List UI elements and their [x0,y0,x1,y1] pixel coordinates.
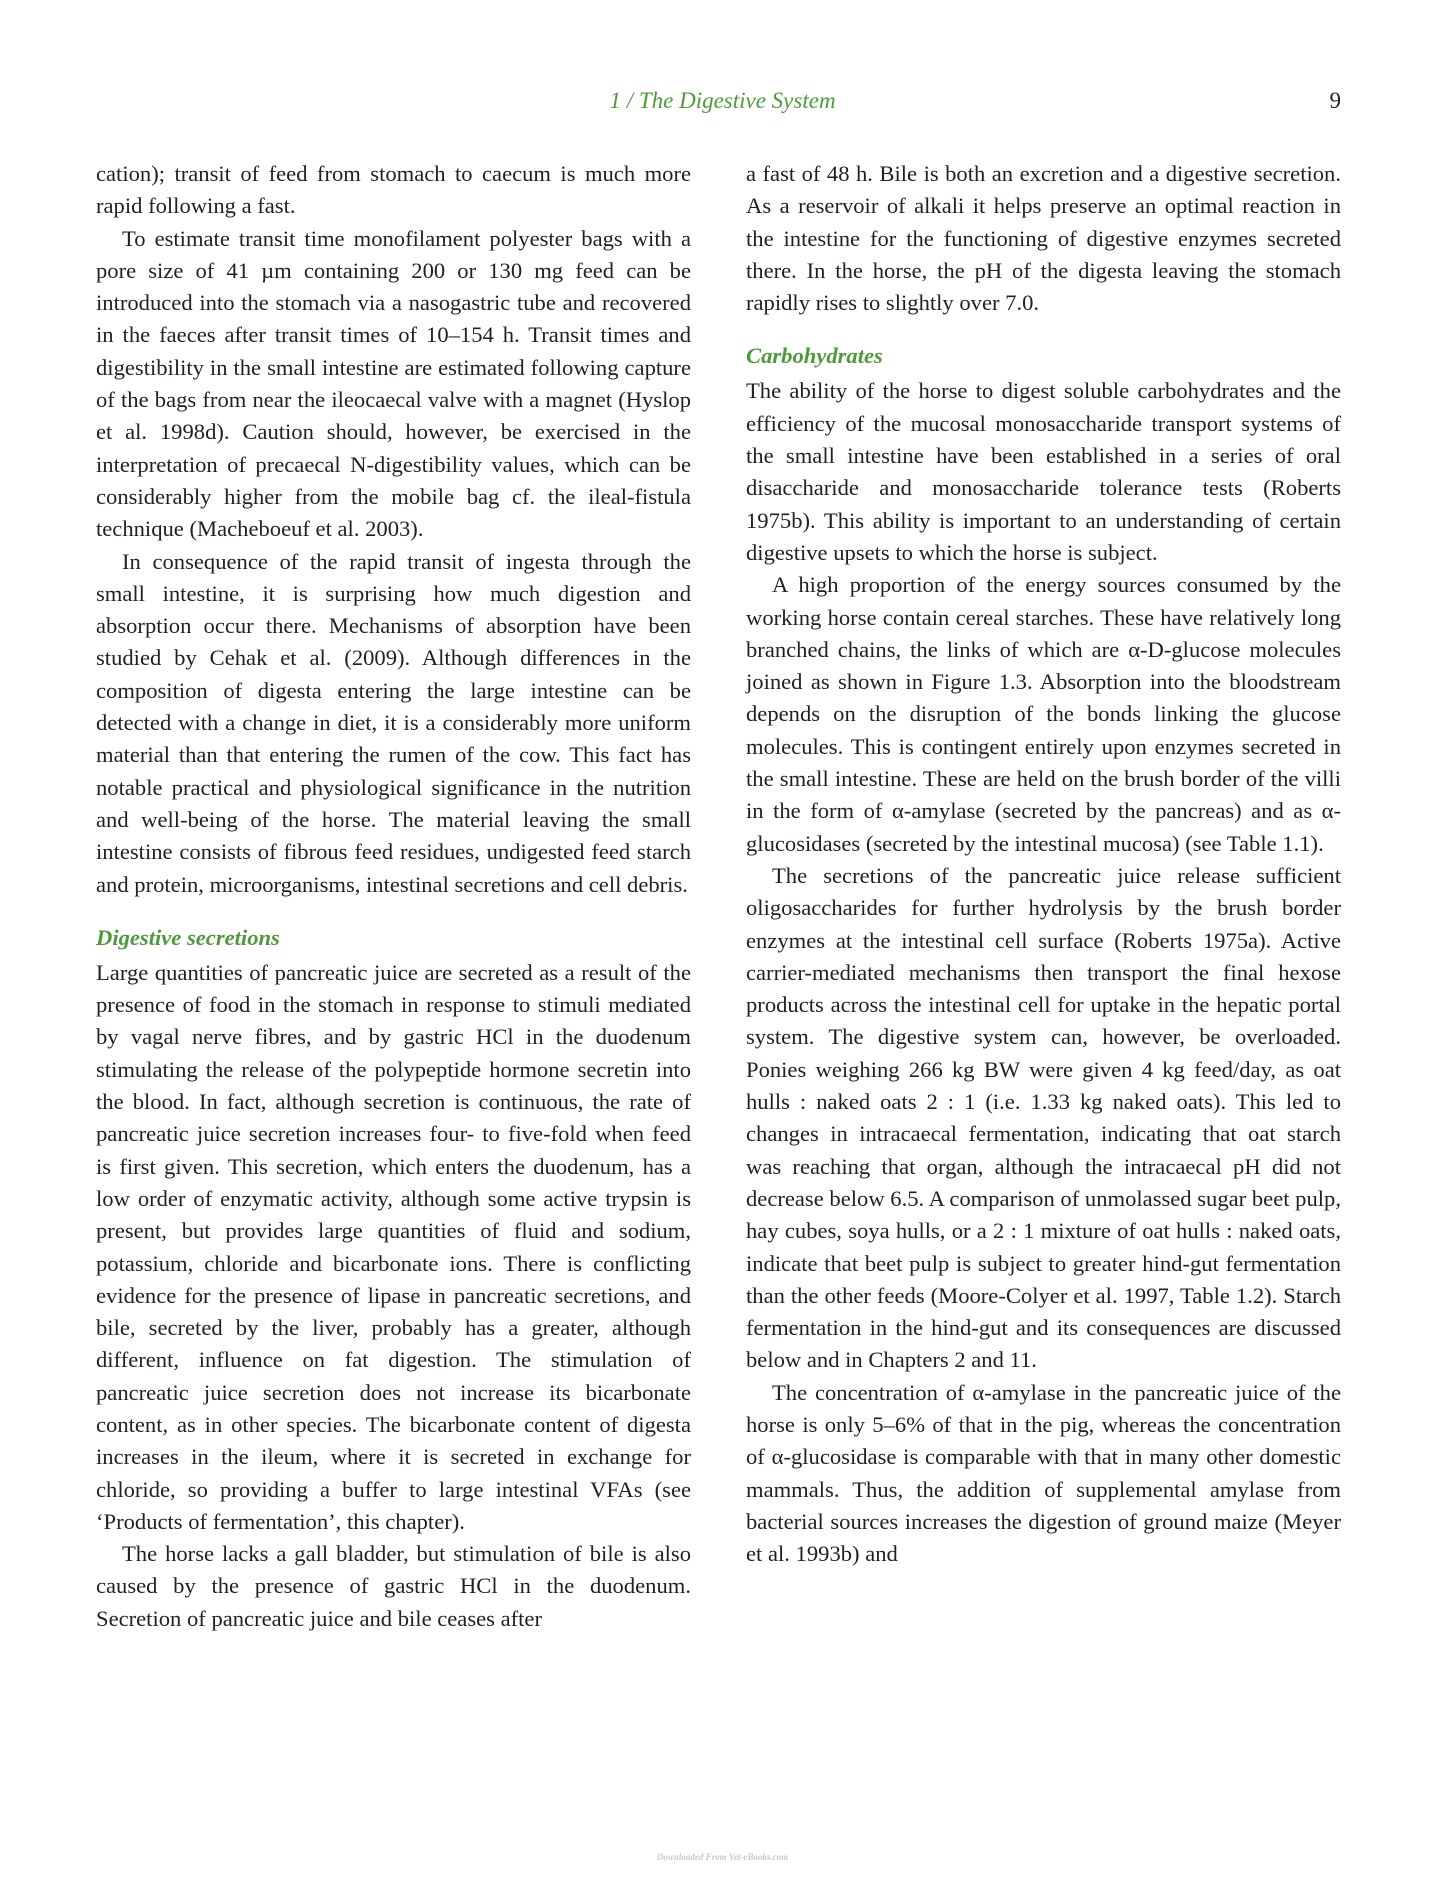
paragraph: To estimate transit time monofilament polyester bags with a pore size of 41 µm containing 200 or 130 mg feed can be introduced into the stomach via a nasogastric tube and recovered in the faeces after transit times of 10–154 h. Transit times and digestibility in the small intestine are estimated following capture of the bags from near the ileocaecal valve with a magnet (Hyslop et al. 1998d). Caution should, however, be exercised in the interpretation of precaecal N-digestibility values, which can be considerably higher from the mobile bag cf. the ileal-fistula technique (Macheboeuf et al. 2003). [96,225,691,542]
paragraph: The horse lacks a gall bladder, but stimulation of bile is also caused by the presence of gastric HCl in the duodenum. Secretion of pancreatic juice and bile ceases after [96,1541,691,1631]
right-column [746,158,1341,1570]
section-heading: Digestive secretions [96,924,280,950]
paragraph: The concentration of α-amylase in the pancreatic juice of the horse is only 5–6% of that in the pig, whereas the concentration of α-glucosidase is comparable with that in many other domestic mammals. Thus, the addition of supplemental amylase from bacterial sources increases the digestion of ground maize (Meyer et al. 1993b) and [746,1379,1341,1567]
paragraph: The secretions of the pancreatic juice release sufficient oligosaccharides for further hydrolysis by the brush border enzymes at the intestinal cell surface (Roberts 1975a). Active carrier-mediated mechanisms then transport the final hexose products across the intestinal cell for uptake in the hepatic portal system. The digestive system can, however, be overloaded. Ponies weighing 266 kg BW were given 4 kg feed/day, as oat hulls : naked oats 2 : 1 (i.e. 1.33 kg naked oats). This led to changes in intracaecal fermentation, indicating that oat starch was reaching that organ, although the intracaecal pH did not decrease below 6.5. A comparison of unmolassed sugar beet pulp, hay cubes, soya hulls, or a 2 : 1 mixture of oat hulls : naked oats, indicate that beet pulp is subject to greater hind-gut fermentation than the other feeds (Moore-Colyer et al. 1997, Table 1.2). Starch fermentation in the hind-gut and its consequences are discussed below and in Chapters 2 and 11. [746,862,1341,1373]
paragraph: The ability of the horse to digest soluble carbohydrates and the efficiency of the mucosal monosaccharide transport systems of the small intestine have been established in a series of oral disaccharide and monosaccharide tolerance tests (Roberts 1975b). This ability is important to an understanding of certain digestive upsets to which the horse is subject. [746,378,1341,565]
section-heading: Carbohydrates [746,343,883,369]
paragraph: A high proportion of the energy sources consumed by the working horse contain cereal starches. These have relatively long branched chains, the links of which are α-D-glucose molecules joined as shown in Figure 1.3. Absorption into the bloodstream depends on the disruption of the bonds linking the glucose molecules. This is contingent entirely upon enzymes secreted in the small intestine. These are held on the brush border of the villi in the form of α-amylase (secreted by the pancreas) and as α-glucosidases (secreted by the intestinal mucosa) (see Table 1.1). [746,572,1341,856]
left-column [96,158,691,1635]
paragraph: a fast of 48 h. Bile is both an excretion and a digestive secretion. As a reservoir of alkali it helps preserve an optimal reaction in the intestine for the functioning of digestive enzymes secreted there. In the horse, the pH of the digesta leaving the stomach rapidly rises to slightly over 7.0. [746,161,1341,316]
running-head [0,88,1445,120]
watermark: Downloaded From Vet-eBooks.com [656,1852,789,1862]
paragraph: Large quantities of pancreatic juice are secreted as a result of the presence of food in the stomach in response to stimuli mediated by vagal nerve fibres, and by gastric HCl in the duodenum stimulating the release of the polypeptide hormone secretin into the blood. In fact, although secretion is continuous, the rate of pancreatic juice secretion increases four- to five-fold when feed is first given. This secretion, which enters the duodenum, has a low order of enzymatic activity, although some active trypsin is present, but provides large quantities of fluid and sodium, potassium, chloride and bicarbonate ions. There is conflicting evidence for the presence of lipase in pancreatic secretions, and bile, secreted by the liver, probably has a greater, although different, influence on fat digestion. The stimulation of pancreatic juice secretion does not increase its bicarbonate content, as in other species. The bicarbonate content of digesta increases in the ileum, where it is secreted in exchange for chloride, so providing a buffer to large intestinal VFAs (see ‘Products of fermentation’, this chapter). [96,959,691,1534]
running-title: 1 / The Digestive System [609,88,836,113]
paragraph: cation); transit of feed from stomach to caecum is much more rapid following a fast. [96,161,691,219]
page-number: 9 [1329,88,1341,113]
paragraph: In consequence of the rapid transit of ingesta through the small intestine, it is surprising how much digestion and absorption occur there. Mechanisms of absorption have been studied by Cehak et al. (2009). Although differences in the composition of digesta entering the large intestine can be detected with a change in diet, it is a considerably more uniform material than that entering the rumen of the cow. This fact has notable practical and physiological significance in the nutrition and well-being of the horse. The material leaving the small intestine consists of fibrous feed residues, undigested feed starch and protein, microorganisms, intestinal secretions and cell debris. [96,548,691,897]
